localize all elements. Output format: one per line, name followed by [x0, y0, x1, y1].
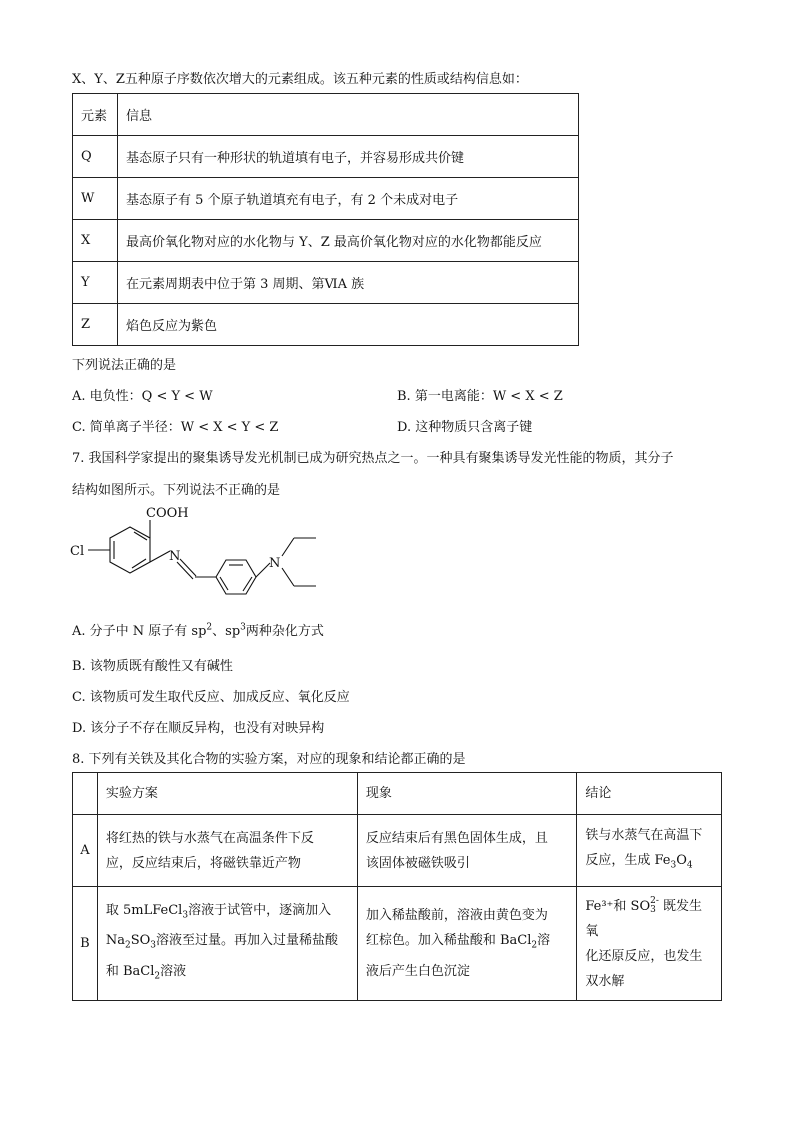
q6-option-d: D. 这种物质只含离子键 [397, 420, 533, 435]
conclusion-line [585, 894, 713, 944]
table-row [73, 178, 579, 220]
q6-option-b: B. 第一电离能：W < X < Z [397, 389, 563, 404]
header-plan: 实验方案 [97, 773, 357, 815]
observation-cell [357, 815, 577, 887]
conclusion-line: 双水解 [585, 973, 625, 989]
cooh-label: COOH [146, 506, 189, 521]
info-cell: 在元素周期表中位于第 3 周期、第ⅥA 族 [118, 262, 579, 304]
q7-option-b: B. 该物质既有酸性又有碱性 [72, 659, 233, 674]
conclusion-cell [577, 815, 722, 887]
info-cell: 基态原子有 5 个原子轨道填充有电子，有 2 个未成对电子 [118, 178, 579, 220]
header-conclusion: 结论 [577, 773, 722, 815]
table-row [73, 304, 579, 346]
info-cell: 基态原子只有一种形状的轨道填有电子，并容易形成共价键 [118, 136, 579, 178]
observation-line [366, 928, 569, 959]
sub: 3 [670, 860, 677, 871]
observation-line: 反应结束后有黑色固体生成，且 [365, 830, 548, 846]
conclusion-text: Fe³⁺和 SO [585, 898, 651, 914]
sup: 3 [240, 622, 246, 633]
plan-text: 取 5mLFeCl [105, 902, 183, 918]
element-cell: W [73, 178, 118, 220]
conclusion-line [585, 848, 713, 879]
table-row [73, 136, 579, 178]
element-cell: Z [73, 304, 118, 346]
sub: 2 [154, 971, 161, 982]
plan-line: 应，反应结束后，将磁铁靠近产物 [105, 855, 301, 871]
info-cell: 最高价氧化物对应的水化物与 Y、Z 最高价氧化物对应的水化物都能反应 [118, 220, 579, 262]
table-row [73, 262, 579, 304]
table-header-row [73, 94, 579, 136]
header-blank [73, 773, 98, 815]
q7-stem-line2: 结构如图所示。下列说法不正确的是 [72, 483, 281, 498]
q8-stem: 8. 下列有关铁及其化合物的实验方案，对应的现象和结论都正确的是 [72, 752, 466, 767]
table-row [73, 887, 722, 1001]
sub: 4 [686, 860, 693, 871]
conclusion-text: 反应，生成 Fe [585, 852, 671, 868]
plan-text: 溶液 [160, 963, 187, 979]
observation-line: 该固体被磁铁吸引 [365, 855, 470, 871]
sub: 3 [650, 905, 656, 915]
sup: 2 [206, 622, 213, 633]
observation-line: 加入稀盐酸前，溶液由黄色变为 [365, 908, 548, 924]
plan-line [106, 898, 349, 929]
header-observation: 现象 [357, 773, 577, 815]
plan-line [106, 928, 349, 959]
molecule-structure [66, 505, 336, 607]
conclusion-line: 铁与水蒸气在高温下 [585, 827, 703, 843]
element-cell: Q [73, 136, 118, 178]
header-element: 元素 [73, 94, 118, 136]
plan-text: 和 BaCl [105, 963, 155, 979]
q6-prompt: 下列说法正确的是 [72, 358, 177, 373]
element-info-table [72, 93, 579, 346]
element-cell: Y [73, 262, 118, 304]
sup: 2- [650, 896, 659, 906]
table-row [73, 815, 722, 887]
plan-line [106, 959, 349, 990]
conclusion-text: 既发生氧 [585, 898, 703, 939]
plan-line: 将红热的铁与水蒸气在高温条件下反 [105, 830, 314, 846]
observation-line: 液后产生白色沉淀 [365, 963, 470, 979]
conclusion-line: 化还原反应，也发生 [585, 948, 703, 964]
element-cell: X [73, 220, 118, 262]
conclusion-cell [577, 887, 722, 1001]
imine-n-label: N [169, 549, 181, 564]
q7-option-a-suffix: 两种杂化方式 [245, 624, 324, 639]
sub: 2 [531, 940, 538, 951]
row-label: B [73, 887, 98, 1001]
plan-cell [97, 815, 357, 887]
q7-option-c: C. 该物质可发生取代反应、加成反应、氧化反应 [72, 690, 350, 705]
sub: 3 [150, 940, 157, 951]
intro-text: X、Y、Z五种原子序数依次增大的元素组成。该五种元素的性质或结构信息如： [72, 72, 528, 87]
table-header-row [73, 773, 722, 815]
q6-option-a: A. 电负性：Q < Y < W [72, 389, 213, 404]
sub: 3 [182, 910, 189, 921]
observation-text: 红棕色。加入稀盐酸和 BaCl [365, 933, 532, 949]
q7-option-a-mid: 、sp [212, 624, 241, 639]
plan-text: 溶液于试管中，逐滴加入 [188, 902, 332, 918]
plan-text: SO [130, 933, 151, 949]
q7-option-a [72, 620, 324, 639]
cl-label: Cl [70, 544, 85, 559]
observation-cell [357, 887, 577, 1001]
q6-option-c: C. 简单离子半径：W < X < Y < Z [72, 420, 279, 435]
q7-option-a-prefix: A. 分子中 N 原子有 sp [72, 624, 207, 639]
row-label: A [73, 815, 98, 887]
plan-cell [97, 887, 357, 1001]
header-info: 信息 [118, 94, 579, 136]
plan-text: Na [105, 933, 125, 949]
amine-n-label: N [269, 556, 281, 571]
info-cell: 焰色反应为紫色 [118, 304, 579, 346]
observation-text: 溶 [537, 933, 551, 949]
sub: 2 [124, 940, 131, 951]
plan-text: 溶液至过量。再加入过量稀盐酸 [156, 933, 339, 949]
q7-stem-line1: 7. 我国科学家提出的聚集诱导发光机制已成为研究热点之一。一种具有聚集诱导发光性能的物质，其分子 [72, 451, 674, 466]
table-row [73, 220, 579, 262]
conclusion-text: O [676, 852, 687, 868]
experiment-table [72, 772, 722, 1001]
q7-option-d: D. 该分子不存在顺反异构，也没有对映异构 [72, 721, 325, 736]
